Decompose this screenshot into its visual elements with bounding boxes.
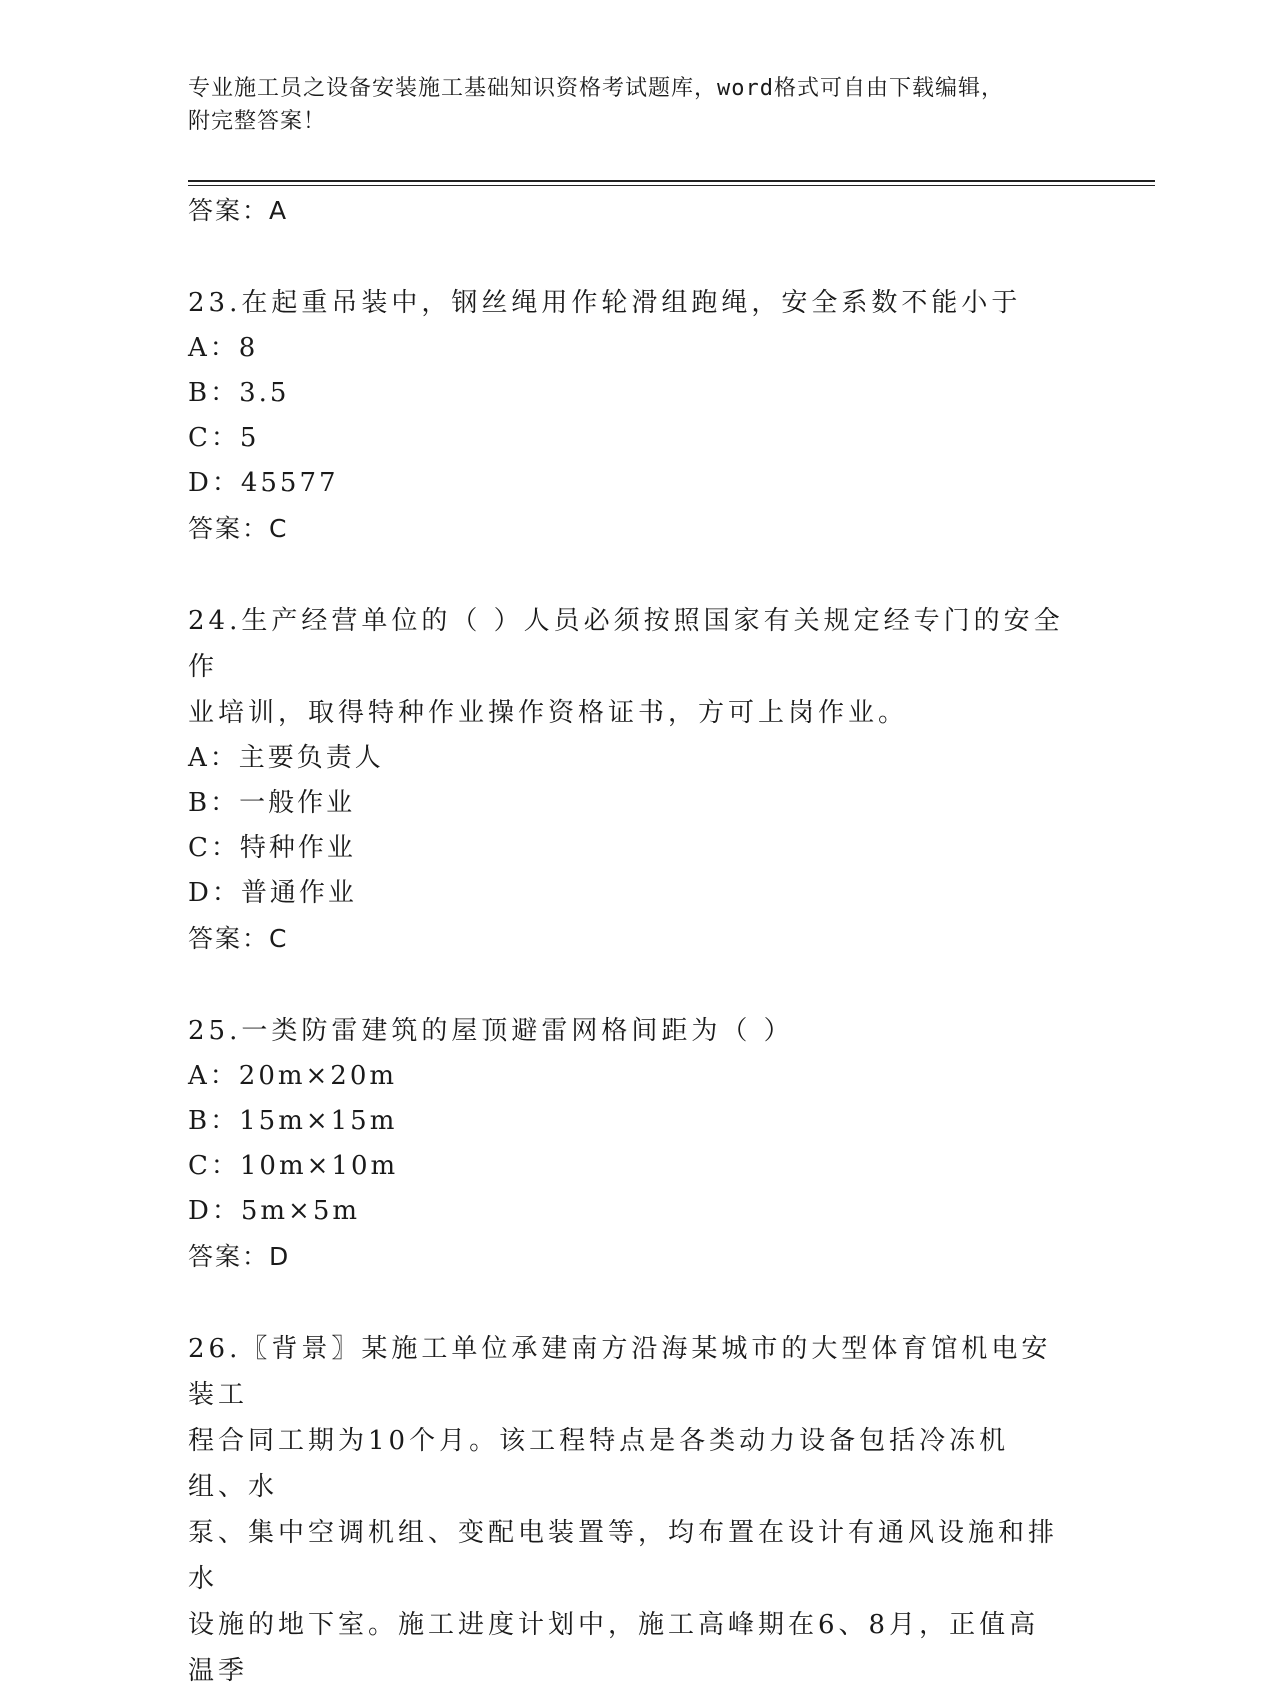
question-24-option-b: B：一般作业 (188, 788, 356, 818)
question-23-option-b: B：3.5 (188, 378, 290, 408)
question-23-option-d: D：45577 (188, 468, 339, 498)
question-24-answer: 答案：C (188, 924, 289, 953)
spacer (188, 1280, 1088, 1326)
question-26-text-line-3: 泵、集中空调机组、变配电装置等，均布置在设计有通风设施和排水 (188, 1518, 1059, 1594)
question-24-text-line-1: 24.生产经营单位的（ ）人员必须按照国家有关规定经专门的安全作 (188, 606, 1064, 682)
question-25-option-b: B：15m×15m (188, 1106, 398, 1136)
header-line-2: 附完整答案！ (188, 109, 327, 134)
question-23-answer: 答案：C (188, 514, 289, 543)
question-23-option-a: A：8 (188, 333, 259, 363)
question-26-text-line-1: 26.〖背景〗某施工单位承建南方沿海某城市的大型体育馆机电安装工 (188, 1334, 1052, 1410)
question-26 (188, 1326, 1088, 1694)
question-25-option-a: A：20m×20m (188, 1061, 398, 1091)
header-divider-thick (188, 180, 1155, 182)
question-24-option-c: C：特种作业 (188, 833, 356, 863)
question-26-text-line-2: 程合同工期为10个月。该工程特点是各类动力设备包括冷冻机组、水 (188, 1426, 1010, 1502)
question-24-option-a: A：主要负责人 (188, 743, 384, 773)
answer-previous: 答案：A (188, 196, 289, 225)
question-24-text-line-2: 业培训，取得特种作业操作资格证书，方可上岗作业。 (188, 698, 909, 728)
page-header (188, 72, 1088, 138)
question-23-option-c: C：5 (188, 423, 260, 453)
spacer (188, 552, 1088, 598)
header-line-1: 专业施工员之设备安装施工基础知识资格考试题库，word格式可自由下载编辑， (188, 76, 1004, 101)
spacer (188, 234, 1088, 280)
question-23 (188, 280, 1088, 552)
question-26-text-line-4: 设施的地下室。施工进度计划中，施工高峰期在6、8月，正值高温季 (188, 1610, 1040, 1686)
spacer (188, 962, 1088, 1008)
question-25-option-d: D：5m×5m (188, 1196, 361, 1226)
question-25-option-c: C：10m×10m (188, 1151, 399, 1181)
question-25 (188, 1008, 1088, 1280)
question-25-answer: 答案：D (188, 1242, 291, 1271)
question-23-text: 23.在起重吊装中，钢丝绳用作轮滑组跑绳，安全系数不能小于 (188, 288, 1022, 318)
header-divider-thin (188, 185, 1155, 186)
question-24-option-d: D：普通作业 (188, 878, 357, 908)
question-24 (188, 598, 1088, 962)
question-25-text: 25.一类防雷建筑的屋顶避雷网格间距为（ ） (188, 1016, 794, 1046)
question-list (188, 188, 1088, 1694)
